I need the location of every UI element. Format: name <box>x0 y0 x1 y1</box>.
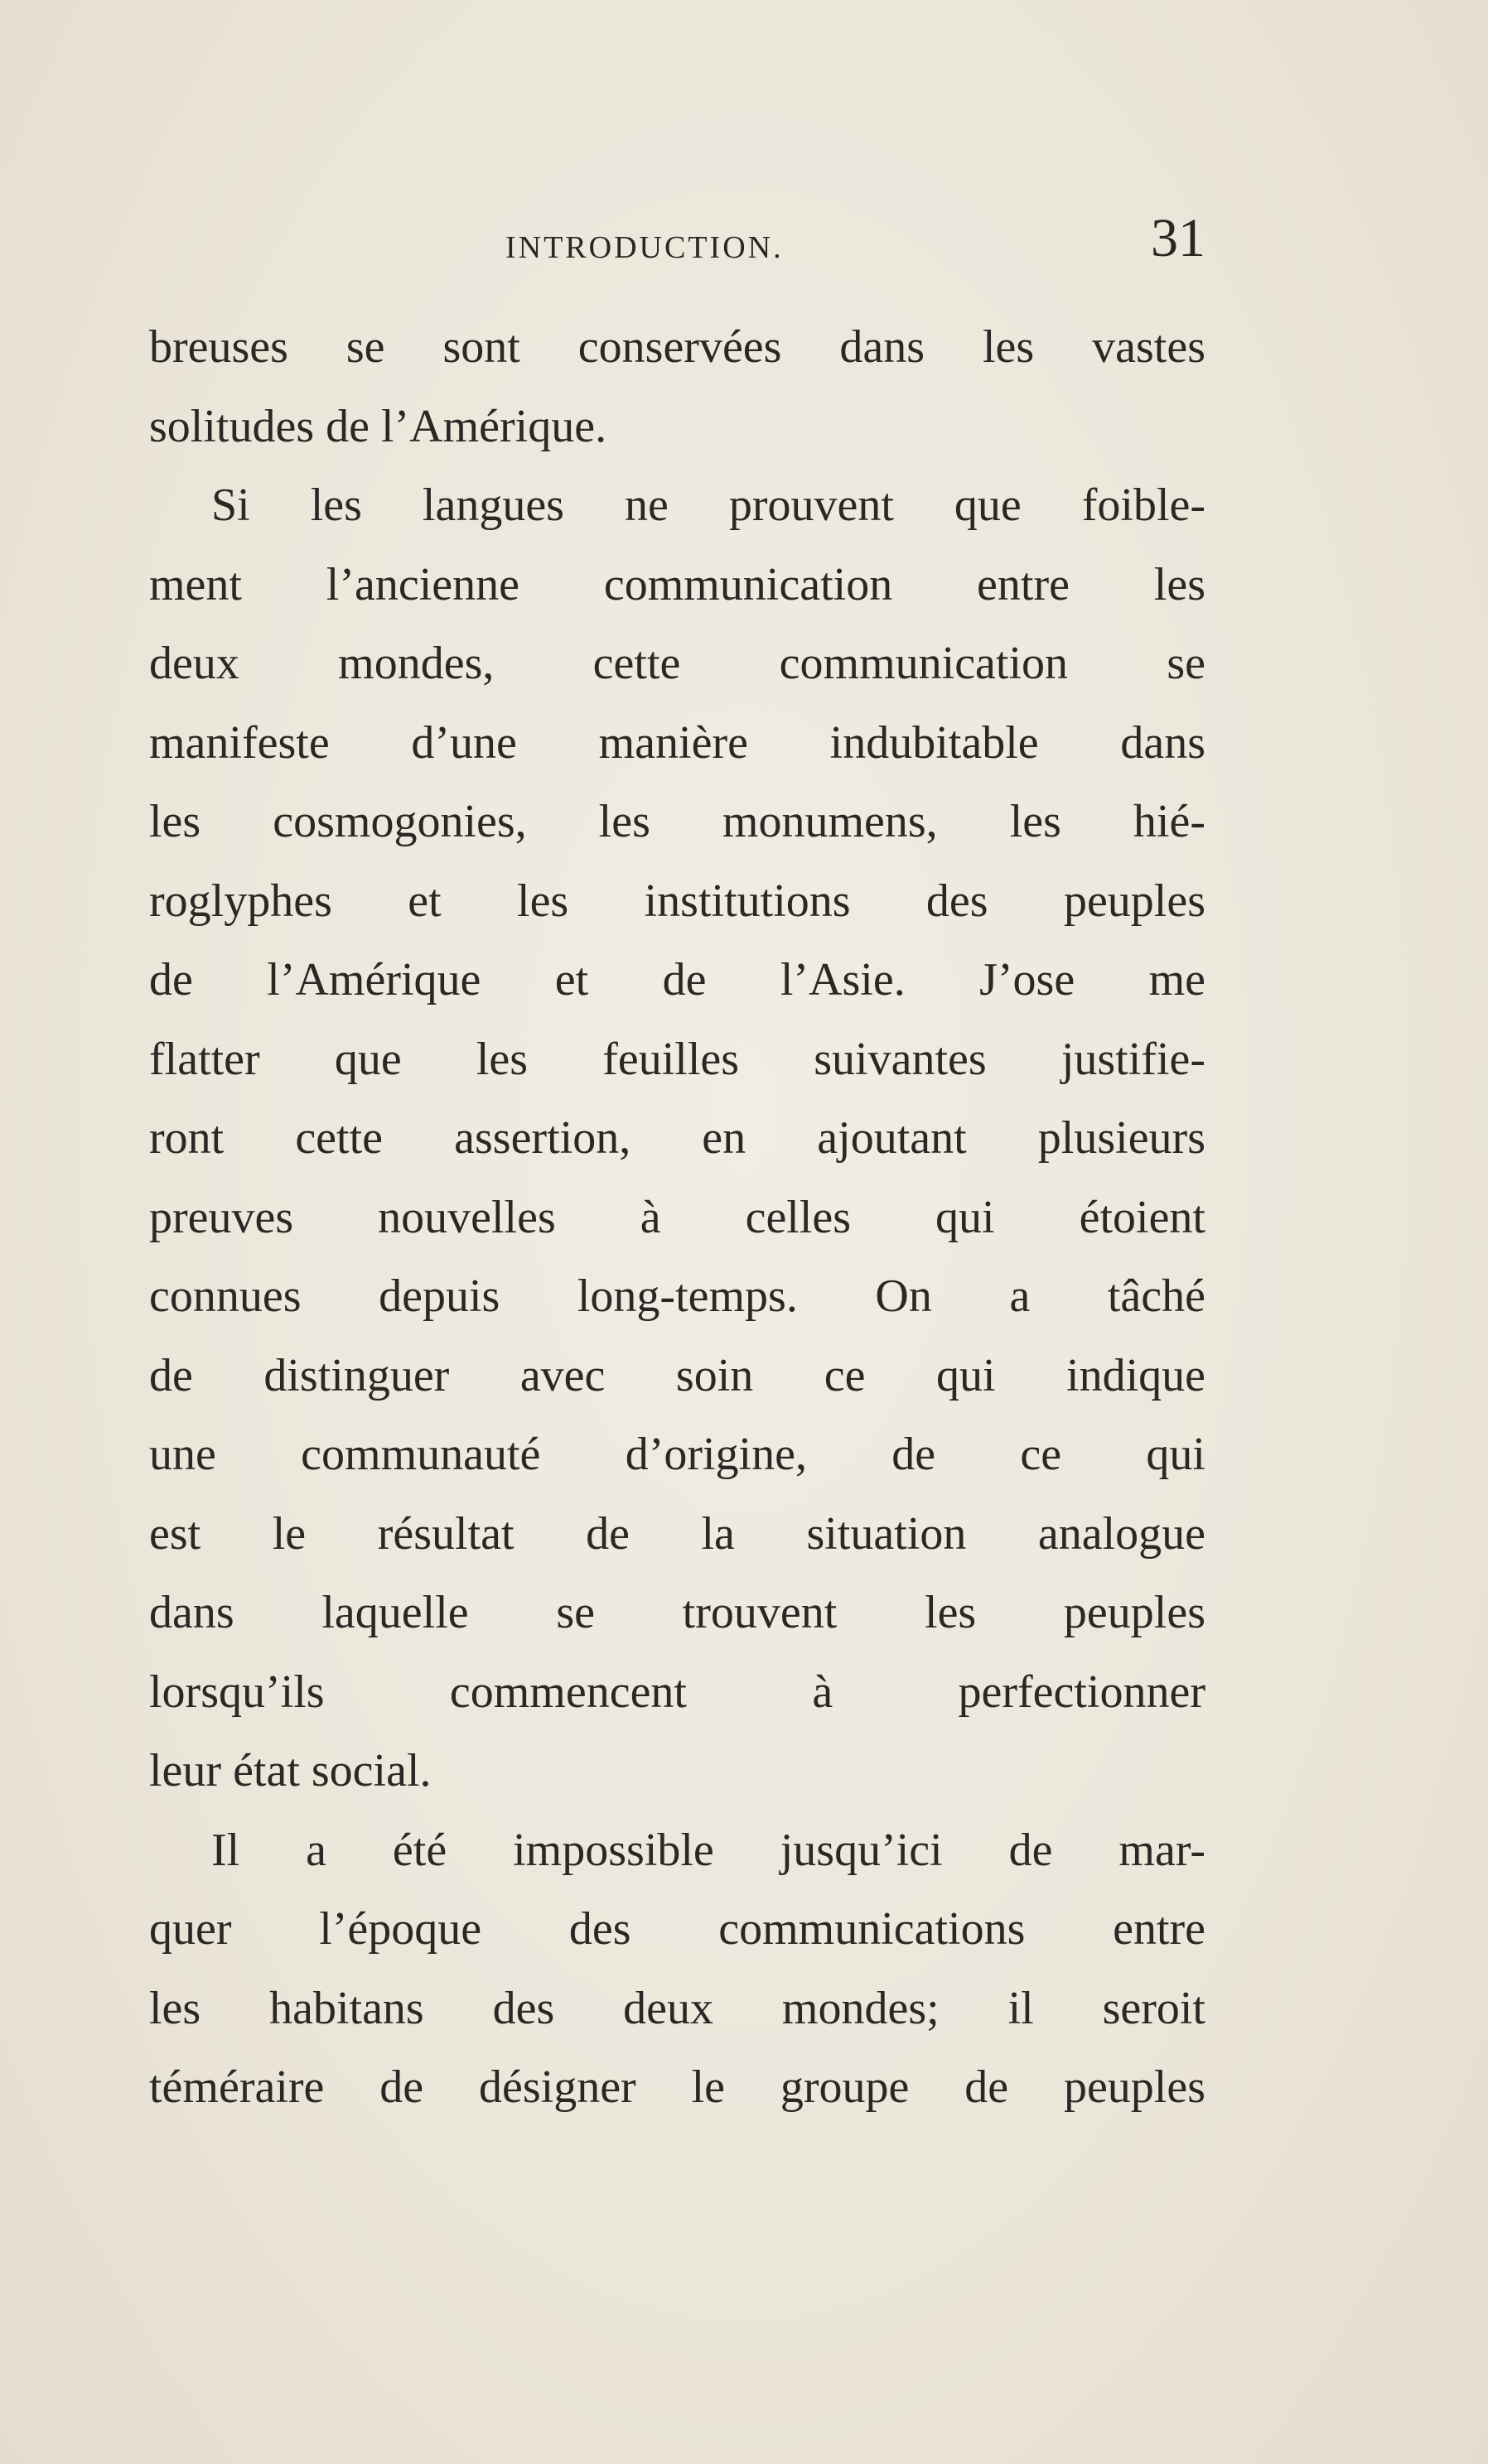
text-line: téméraire de désigner le groupe de peuples <box>149 2061 1205 2113</box>
text-line: preuves nouvelles à celles qui étoient <box>149 1191 1205 1243</box>
text-line: une communauté d’origine, de ce qui <box>149 1429 1205 1480</box>
body-text <box>149 308 1205 2128</box>
text-line: quer l’époque des communications entre <box>149 1903 1205 1955</box>
text-line: breuses se sont conservées dans les vastes <box>149 321 1205 373</box>
text-line: Il a été impossible jusqu’ici de mar- <box>211 1824 1205 1876</box>
text-line: de distinguer avec soin ce qui indique <box>149 1349 1205 1401</box>
running-title: INTRODUCTION. <box>505 230 784 265</box>
text-line: est le résultat de la situation analogue <box>149 1507 1205 1560</box>
text-line: leur état social. <box>149 1745 432 1796</box>
text-line: les habitans des deux mondes; il seroit <box>149 1982 1205 2034</box>
text-line: ment l’ancienne communication entre les <box>149 558 1205 610</box>
text-line: roglyphes et les institutions des peuples <box>149 875 1205 927</box>
text-line: dans laquelle se trouvent les peuples <box>149 1587 1205 1638</box>
text-line: les cosmogonies, les monumens, les hié- <box>149 796 1205 847</box>
text-line: manifeste d’une manière indubitable dans <box>149 716 1205 769</box>
text-line: lorsqu’ils commencent à perfectionner <box>149 1666 1205 1718</box>
text-line: flatter que les feuilles suivantes justifie- <box>149 1033 1205 1085</box>
page-header <box>149 208 1205 277</box>
text-line: Si les langues ne prouvent que foible- <box>211 480 1205 531</box>
text-line: deux mondes, cette communication se <box>149 638 1205 689</box>
text-line: ront cette assertion, en ajoutant plusieurs <box>149 1112 1205 1164</box>
text-line: solitudes de l’Amérique. <box>149 400 607 452</box>
text-line: de l’Amérique et de l’Asie. J’ose me <box>149 954 1205 1005</box>
page-number: 31 <box>1151 208 1205 268</box>
text-line: connues depuis long-temps. On a tâché <box>149 1271 1205 1322</box>
